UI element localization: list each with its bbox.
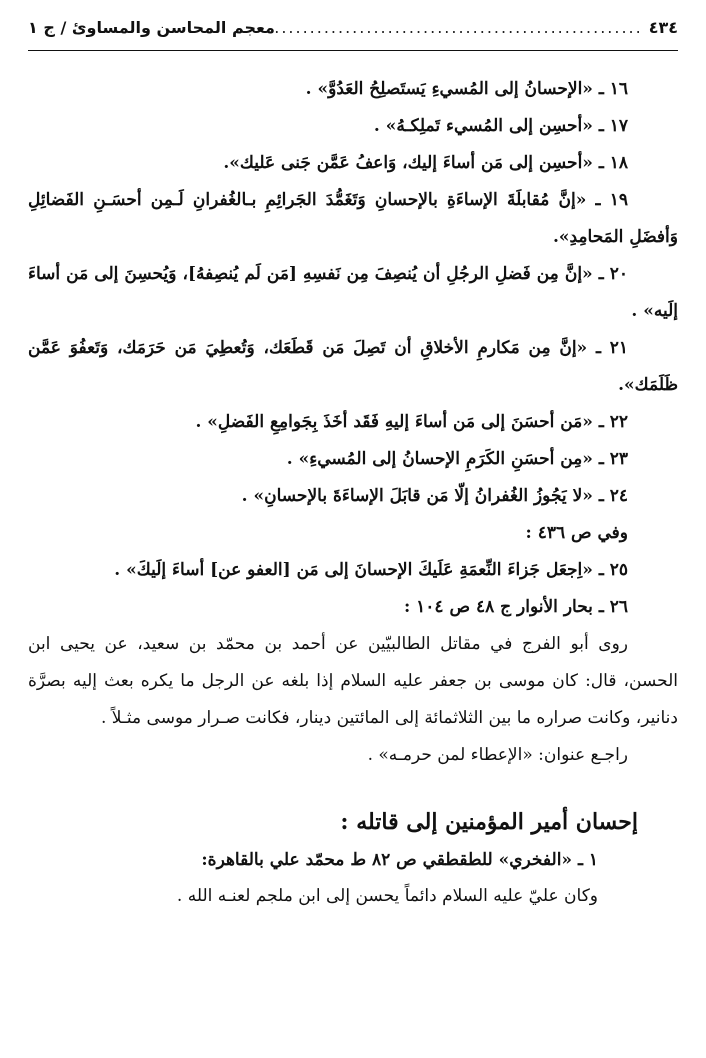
hadith-22: ٢٢ ـ «مَن أحسَنَ إلى مَن أساءَ إليهِ فَقَد أخَذَ بِجَوامِعِ الفَضلِ» . (195, 412, 628, 432)
hadith-21: ٢١ ـ «إنَّ مِن مَكارمِ الأخلاقِ أن تَصِلَ مَن قَطَعَك، وَتُعطِيَ مَن حَرَمَك، وَتَعفُوَ عَمَّن ظَلَمَك». (28, 338, 678, 395)
hadith-17: ١٧ ـ «أحسِن إلى المُسيء تَملِكـهُ» . (373, 116, 628, 136)
page (28, 18, 678, 914)
book-title: معجم المحاسن والمساوئ / ج ١ (28, 18, 275, 37)
hadith-18: ١٨ ـ «أحسِن إلى مَن أساءَ إليك، وَاعفُ عَمَّن جَنى عَليك». (223, 153, 628, 173)
header-leader-dots (275, 18, 649, 37)
section-text: وكان عليّ عليه السلام دائماً يحسن إلى ابن ملجم لعنـه الله . (176, 886, 598, 906)
see-also-note: راجـع عنوان: «الإعطاء لمن حرمـه» . (367, 745, 628, 765)
hadith-23: ٢٣ ـ «مِن أحسَنِ الكَرَمِ الإحسانُ إلى المُسيءِ» . (286, 449, 628, 469)
header-rule (28, 50, 678, 51)
page-header (28, 18, 678, 48)
hadith-26-source: ٢٦ ـ بحار الأنوار ج ٤٨ ص ١٠٤ : (403, 597, 628, 617)
main-content (28, 71, 678, 774)
hadith-16: ١٦ ـ «الإحسانُ إلى المُسيءِ يَستَصلِحُ العَدُوَّ» . (305, 79, 628, 99)
section-heading: إحسان أمير المؤمنين إلى قاتله : (340, 809, 638, 835)
hadith-24: ٢٤ ـ «لا يَجُوزُ الغُفرانُ إلّا مَن قابَلَ الإساءَةَ بالإحسانِ» . (241, 486, 628, 506)
hadith-19: ١٩ ـ «إنَّ مُقابلَةَ الإساءَةِ بالإحسانِ وَتَغَمُّدَ الجَرائِمِ بـالغُفرانِ لَـمِن أحسَـنِ الفَضائِلِ وَأفضَلِ المَحامِدِ». (28, 190, 678, 247)
hadith-20: ٢٠ ـ «إنَّ مِن فَضلِ الرجُلِ أن يُنصِفَ مِن نَفسِهِ [مَن لَم يُنصِفهُ]، وَيُحسِنَ إلى مَن أساءَ إلَيه» . (28, 264, 678, 321)
section-body (28, 842, 678, 914)
page-number: ٤٣٤ (648, 18, 678, 37)
narration-paragraph: روى أبو الفرج في مقاتل الطالبيّين عن أحمد بن محمّد بن سعيد، عن يحيى ابن الحسن، قال: كان موسى بن جعفر عليه السلام إذا بلغه عن الرجل ما يكره بعث إليه بصرَّة دنانير، وكانت صراره ما بين الثلاثمائة إلى المائتين دينار، فكانت صـرار موسى مثـلاً . (28, 634, 678, 728)
section-source: ١ ـ «الفخري» للطقطقي ص ٨٢ ط محمّد علي بالقاهرة: (201, 850, 598, 870)
wafi-reference: وفي ص ٤٣٦ : (525, 523, 628, 543)
hadith-25: ٢٥ ـ «اِجعَل جَزاءَ النِّعمَةِ عَلَيكَ الإحسانَ إلى مَن [العفو عن] أساءَ إلَيكَ» . (114, 560, 628, 580)
